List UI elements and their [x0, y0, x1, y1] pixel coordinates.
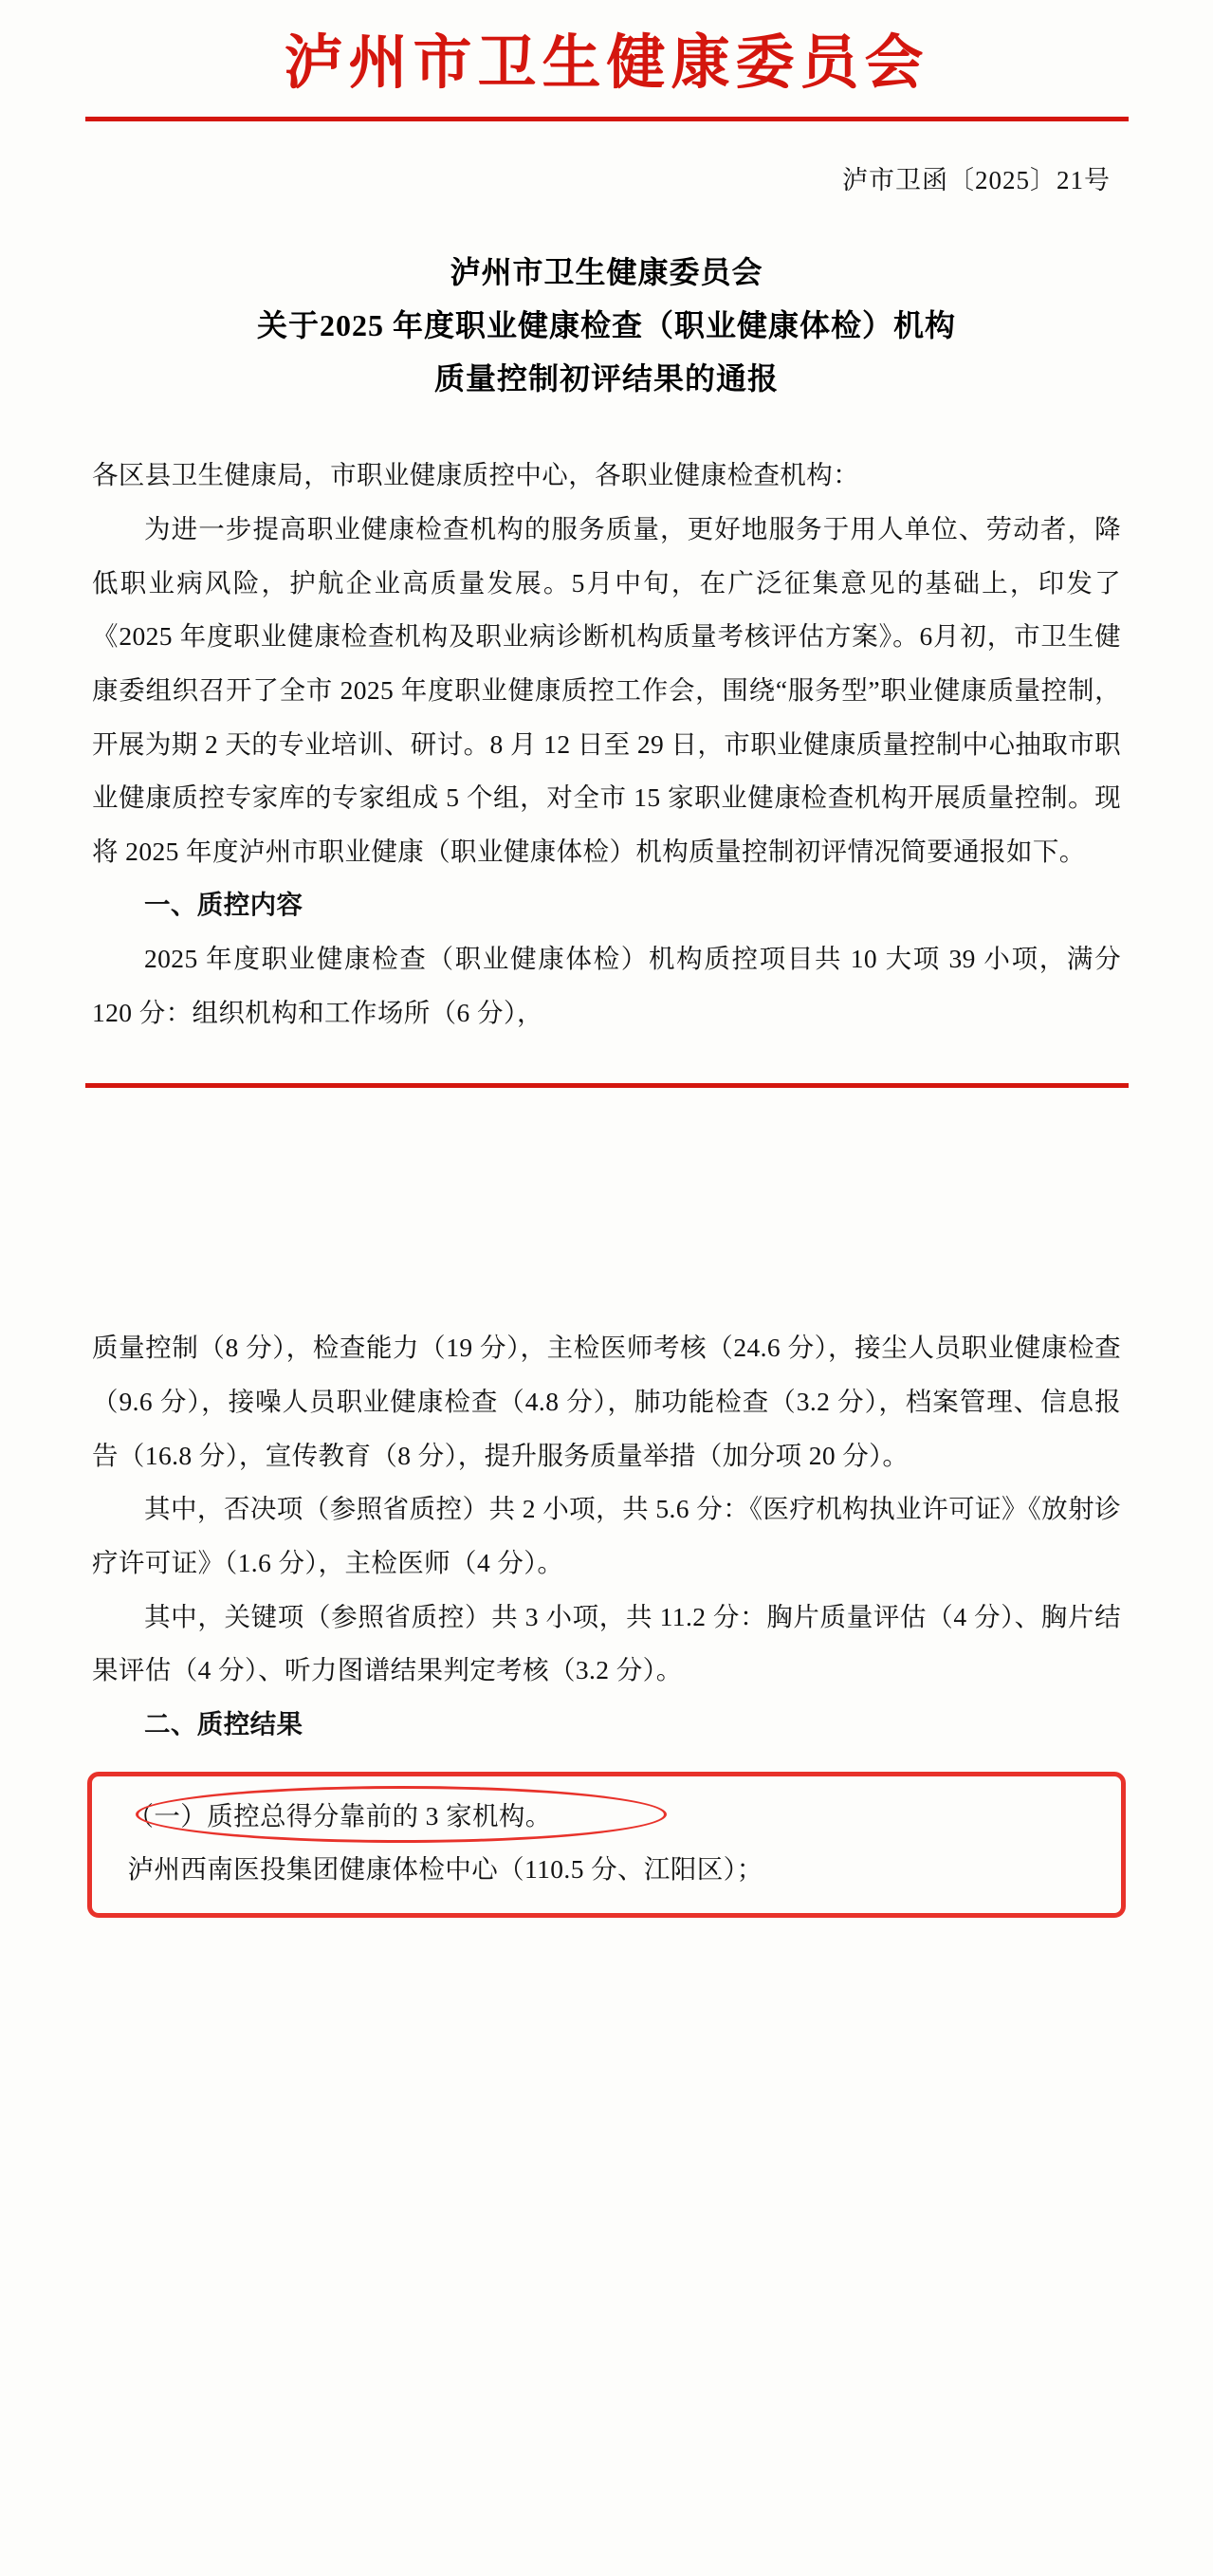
salutation: 各区县卫生健康局，市职业健康质控中心，各职业健康检查机构： [92, 460, 860, 490]
bottom-spacer [0, 1918, 1213, 1956]
title-line-3: 质量控制初评结果的通报 [433, 361, 779, 396]
title-line-2: 关于2025 年度职业健康检查（职业健康体检）机构 [256, 308, 956, 343]
highlight-item-label-wrap [128, 1790, 1086, 1843]
intro-paragraph: 为进一步提高职业健康检查机构的服务质量，更好地服务于用人单位、劳动者，降低职业病风险，护航企业高质量发展。5月中旬，在广泛征集意见的基础上，印发了《2025 年度职业健康检查机构及职业病诊断机构质量考核评估方案》。6月初，市卫生健康委组织召开了全市 2025 年度职业健康质控工作会，围绕“服务型”职业健康质量控制，开展为期 2 天的专业培训、研讨。8 月 12 日至 29 日，市职业健康质量控制中心抽取市职业健康质控专家库的专家组成 5 个组，对全市 15 家职业健康检查机构开展质量控制。现将 2025 年度泸州市职业健康（职业健康体检）机构质量控制初评情况简要通报如下。 [92, 513, 1121, 866]
section-heading-two: 二、质控结果 [144, 1708, 303, 1739]
masthead-title: 泸州市卫生健康委员会 [284, 28, 929, 97]
highlighted-results-box [87, 1772, 1126, 1917]
highlight-item-entry: 泸州西南医投集团健康体检中心（110.5 分、江阳区）； [127, 1854, 763, 1885]
page-title [0, 246, 1213, 405]
body-section-two [92, 1321, 1121, 1751]
veto-items-paragraph: 其中，否决项（参照省质控）共 2 小项，共 5.6 分：《医疗机构执业许可证》《放射诊疗许可证》（1.6 分），主检医师（4 分）。 [92, 1494, 1121, 1577]
section-heading-one: 一、质控内容 [144, 890, 303, 920]
document-number: 泸市卫函〔2025〕21号 [842, 166, 1111, 195]
masthead-rule [85, 117, 1129, 121]
highlight-item-label: （一）质控总得分靠前的 3 家机构。 [127, 1801, 552, 1831]
key-items-paragraph: 其中，关键项（参照省质控）共 3 小项，共 11.2 分：胸片质量评估（4 分）、胸片结果评估（4 分）、听力图谱结果判定考核（3.2 分）。 [92, 1601, 1121, 1685]
document-header [0, 0, 1213, 196]
highlight-content [128, 1790, 1086, 1895]
title-line-1: 泸州市卫生健康委员会 [450, 255, 763, 290]
scoring-detail-paragraph: 质量控制（8 分），检查能力（19 分），主检医师考核（24.6 分），接尘人员职业健康检查（9.6 分），接噪人员职业健康检查（4.8 分），肺功能检查（3.2 分），档案管理、信息报告（16.8 分），宣传教育（8 分），提升服务质量举措（加分项 20 分）。 [92, 1333, 1121, 1470]
section-one-paragraph: 2025 年度职业健康检查（职业健康体检）机构质控项目共 10 大项 39 小项，满分 120 分：组织机构和工作场所（6 分）， [92, 944, 1121, 1027]
page-break-gap [0, 1088, 1213, 1278]
body-section-one [92, 449, 1121, 1040]
